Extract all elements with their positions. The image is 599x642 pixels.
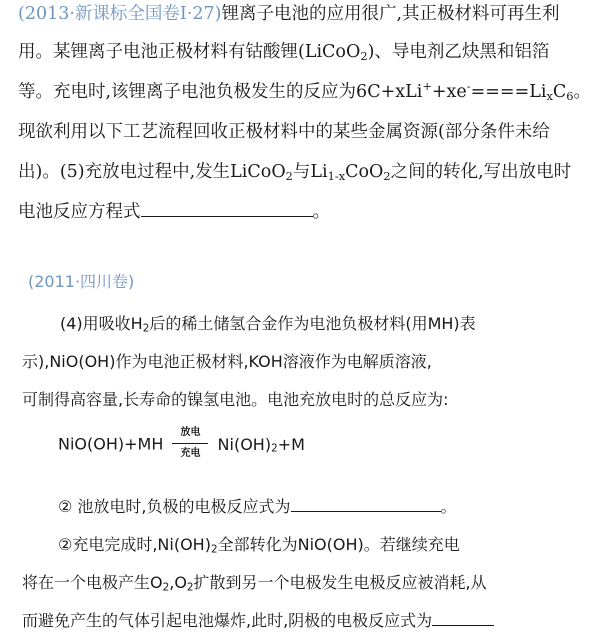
q1-text-5e: CoO [345, 162, 384, 182]
reaction-equation [58, 424, 305, 464]
q1-text-2a: 用。某锂离子电池正极材料有钴酸锂(LiCoO [18, 42, 361, 62]
q1-text-3c: +xe [431, 82, 467, 102]
reversible-arrow [170, 424, 210, 464]
q2-s3-text-c: ,O [169, 573, 187, 592]
q1-text-2c: )、导电剂乙炔黑和铝箔 [367, 42, 550, 62]
q1-sub-5b: 2 [285, 168, 293, 183]
q1-line-6 [18, 200, 330, 224]
q2-text-1c: 后的稀土储氢合金作为电池负极材料(用MH)表 [149, 314, 476, 333]
q1-text-3i: 。 [573, 82, 592, 102]
q2-s3-text-a: 将在一个电极产生O [22, 573, 163, 592]
q2-text-2: 示),NiO(OH)作为电池正极材料,KOH溶液作为电解质溶液, [22, 352, 432, 371]
q1-text-6a: 电池反应方程式 [18, 202, 141, 222]
q2-s3-sub-d: 2 [186, 581, 194, 594]
q2-source-line [28, 270, 134, 294]
q1-text-3e: ====Li [470, 82, 547, 102]
q1-sub-3h: 6 [566, 88, 574, 103]
q2-s4-text: 而避免产生的气体引起电池爆炸,此时,阴极的电极反应式为 [22, 611, 433, 630]
q1-sup-3d: - [466, 79, 471, 94]
q1-line-1 [18, 2, 560, 26]
q2-s1-end: 。 [440, 497, 457, 516]
q2-text-3: 可制得高容量,长寿命的镍氢电池。电池充放电时的总反应为: [22, 390, 449, 409]
q2-line-s4 [22, 609, 494, 633]
eq-right [218, 434, 305, 453]
q2-s3-sub-b: 2 [162, 581, 170, 594]
q1-sub-2: 2 [360, 48, 368, 63]
source-2011: (2011·四川卷) [28, 272, 135, 291]
q2-text-1a: (4)用吸收H [60, 314, 143, 333]
eq-right-c: +M [277, 435, 305, 454]
q2-sub-1b: 2 [142, 322, 150, 335]
q1-text-5g: 之间的转化,写出放电时 [390, 162, 572, 182]
eq-left: NiO(OH)+MH [58, 434, 164, 454]
q1-text-3g: C [552, 82, 567, 102]
q1-line-2 [18, 40, 549, 64]
q2-s3-text-e: 扩散到另一个电极发生电极反应被消耗,从 [193, 573, 487, 592]
q2-line-1 [60, 312, 476, 336]
q2-s2-text-c: 全部转化为NiO(OH)。若继续充电 [217, 535, 460, 554]
q1-sub-5d: 1-x [327, 168, 346, 183]
q2-sub-question-2 [58, 533, 460, 557]
q1-line-5 [18, 160, 571, 184]
q1-sub-3f: x [546, 88, 553, 103]
q1-text-1: 锂离子电池的应用很广,其正极材料可再生利 [221, 4, 560, 24]
q2-s1-text: ② 池放电时,负极的电极反应式为 [58, 497, 291, 516]
q1-text-6b: 。 [312, 202, 330, 222]
q2-line-2 [22, 350, 432, 374]
q2-line-s3 [22, 571, 487, 595]
q1-sup-3b: + [422, 79, 432, 94]
answer-blank-2[interactable] [291, 495, 441, 512]
q2-line-3 [22, 388, 448, 412]
q1-text-5c: 与Li [292, 162, 328, 182]
q1-text-5a: 出)。(5)充放电过程中,发生LiCoO [18, 162, 286, 182]
answer-blank-3[interactable] [432, 609, 494, 626]
q1-line-3 [18, 80, 591, 104]
eq-arrow-bar [172, 443, 208, 444]
answer-blank-1[interactable] [141, 200, 313, 217]
eq-right-a: Ni(OH) [217, 435, 272, 454]
q2-s2-text-a: ②充电完成时,Ni(OH) [58, 535, 211, 554]
eq-arrow-top-label: 放电 [180, 427, 201, 438]
q1-text-3a: 等。充电时,该锂离子电池负极发生的反应为6C+xLi [18, 82, 423, 102]
source-2013: (2013·新课标全国卷Ⅰ·27) [18, 4, 222, 24]
q1-line-4 [18, 120, 550, 144]
eq-arrow-bottom-label: 充电 [180, 448, 201, 459]
q1-text-4: 现欲利用以下工艺流程回收正极材料中的某些金属资源(部分条件未给 [18, 122, 550, 142]
q1-sub-5f: 2 [383, 168, 391, 183]
q2-s2-sub: 2 [210, 543, 218, 556]
eq-right-sub: 2 [271, 442, 278, 455]
q2-sub-question-1 [58, 495, 457, 519]
